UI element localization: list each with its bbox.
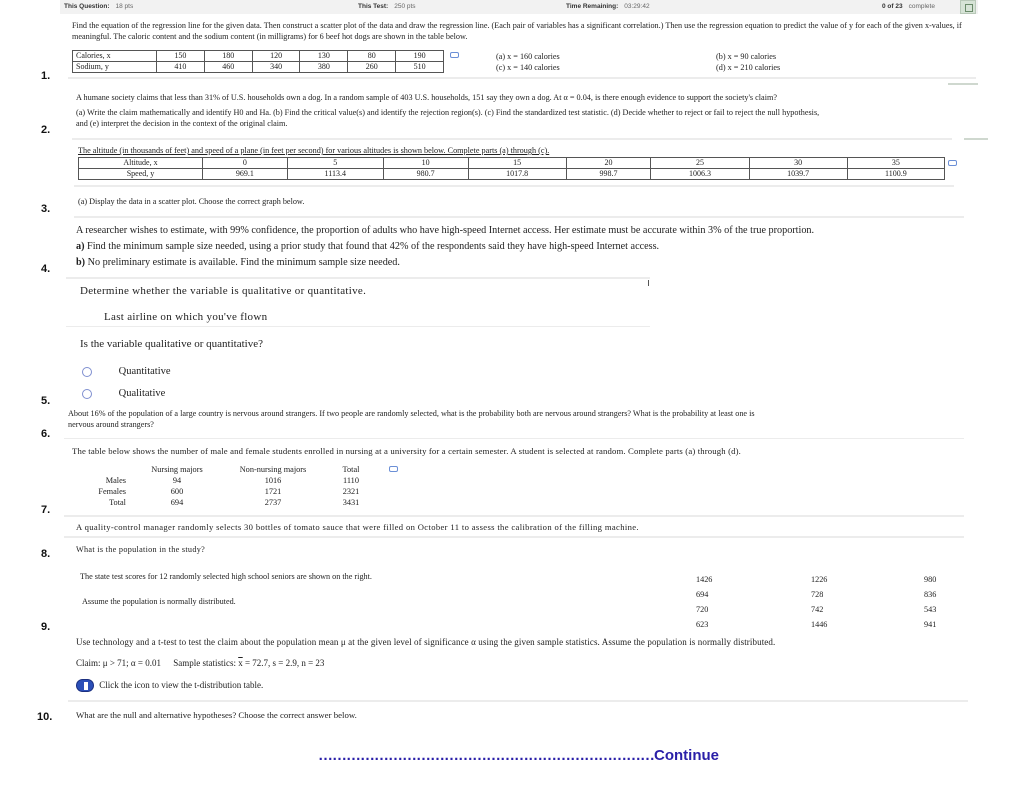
table-header-row: Nursing majors Non-nursing majors Total (72, 464, 408, 475)
q6-line2: nervous around strangers? (68, 420, 154, 429)
table-row: Speed, y 969.1 1113.4 980.7 1017.8 998.7 1006.3 1039.7 1100.9 (79, 169, 945, 180)
q2-line1: A humane society claims that less than 31% of U.S. households own a dog. In a random sample of 403 U.S. households, 151 say they own a dog. At α = 0.04, is there enough evidence to support the society's claim? (76, 93, 777, 102)
table-row: Females 600 1721 2321 (98, 487, 360, 496)
question-number-8: 8. (41, 548, 51, 560)
q1-part-b: (b) x = 90 calories (716, 52, 777, 61)
q1-part-a: (a) x = 160 calories (496, 52, 560, 61)
q4-part-a: a) Find the minimum sample size needed, using a prior study that found that 42% of the respondents said they have high-speed Internet access. (76, 241, 660, 252)
radio-button[interactable] (82, 367, 92, 377)
q9-scores-table (696, 572, 946, 632)
table-row: 694 728 836 (696, 590, 937, 599)
copy-table-icon[interactable] (450, 52, 459, 58)
divider (66, 326, 650, 327)
q1-part-c: (c) x = 140 calories (496, 63, 560, 72)
q1-prompt: Find the equation of the regression line for the given data. Then construct a scatter plot of the data and draw the regression line. (Each pair of variables has a significant correlation.) Then use the regression equation to predict the value of y for each of the given x-values, if meaningful. The caloric content and the sodium content (in milligrams) for 6 beef hot dogs are shown in the table below. (72, 21, 962, 41)
q4-part-b: b) No preliminary estimate is available. Find the minimum sample size needed. (76, 257, 400, 268)
question-points: This Question: 18 pts (64, 3, 134, 10)
q8-prompt: A quality-control manager randomly selects 30 bottles of tomato sauce that were filled on October 11 to assess the calibration of the filling machine. (76, 522, 639, 532)
divider (68, 700, 968, 702)
q5-variable: Last airline on which you've flown (104, 311, 268, 323)
progress-status: 0 of 23 complete (882, 3, 935, 10)
divider (74, 185, 954, 187)
q1-part-d: (d) x = 210 calories (716, 63, 781, 72)
q4-prompt: A researcher wishes to estimate, with 99% confidence, the proportion of adults who have high-speed Internet access. Her estimate must be accurate within 3% of the true proportion. (76, 225, 815, 236)
q1-data-table (72, 50, 444, 73)
copy-table-icon[interactable] (389, 466, 398, 472)
option-qualitative[interactable]: Qualitative (82, 388, 165, 399)
table-row: Altitude, x 0 5 10 15 20 25 30 35 (79, 158, 945, 169)
question-number-1: 1. (41, 70, 51, 82)
radio-button[interactable] (82, 389, 92, 399)
divider (964, 138, 988, 140)
q3-prompt: The altitude (in thousands of feet) and speed of a plane (in feet per second) for various altitudes is shown below. Complete parts (a) through (c). (78, 146, 550, 155)
q9-note: Assume the population is normally distributed. (82, 597, 236, 606)
book-icon[interactable] (76, 679, 94, 692)
option-quantitative[interactable]: Quantitative (82, 366, 171, 377)
table-row: 623 1446 941 (696, 620, 937, 629)
table-row: 1426 1226 980 (696, 575, 937, 584)
q3-data-table (78, 157, 945, 180)
question-number-4: 4. (41, 263, 51, 275)
test-points: This Test: 250 pts (358, 3, 416, 10)
question-number-5: 5. (41, 395, 51, 407)
divider (64, 536, 964, 538)
expand-window-icon[interactable] (960, 0, 976, 14)
divider (74, 216, 964, 218)
divider (64, 515, 964, 517)
question-number-2: 2. (41, 124, 51, 136)
q2-line2: (a) Write the claim mathematically and identify H0 and Ha. (b) Find the critical value(s) and identify the rejection region(s). (c) Find the standardized test statistic. (d) Decide whether to reject or fail to reject the null hypothesis, (76, 108, 820, 117)
table-row: 720 742 543 (696, 605, 937, 614)
question-number-3: 3. (41, 203, 51, 215)
test-header-bar (60, 0, 978, 14)
q8-question: What is the population in the study? (76, 545, 206, 554)
table-row: Males 94 1016 1110 (105, 476, 359, 485)
divider (66, 277, 650, 279)
cursor-mark (648, 280, 649, 286)
q10-question: What are the null and alternative hypotheses? Choose the correct answer below. (76, 710, 357, 720)
question-number-9: 9. (41, 621, 51, 633)
divider (72, 138, 952, 140)
question-number-6: 6. (41, 428, 51, 440)
divider (64, 438, 964, 439)
q7-prompt: The table below shows the number of male and female students enrolled in nursing at a university for a certain semester. A student is selected at random. Complete parts (a) through (d). (72, 446, 741, 456)
q10-prompt: Use technology and a t-test to test the claim about the population mean μ at the given level of significance α using the given sample statistics. Assume the population is normally distributed. (76, 637, 776, 647)
divider (948, 83, 978, 85)
copy-table-icon[interactable] (948, 160, 957, 166)
q5-question: Is the variable qualitative or quantitative? (80, 338, 263, 350)
q7-data-table (72, 464, 408, 508)
q2-line3: and (e) interpret the decision in the context of the original claim. (76, 119, 288, 128)
table-row: Calories, x 150 180 120 130 80 190 (73, 51, 444, 62)
question-number-10: 10. (37, 711, 53, 723)
table-row: Total 694 2737 3431 (109, 498, 360, 507)
q9-prompt: The state test scores for 12 randomly selected high school seniors are shown on the right. (80, 572, 372, 581)
q6-line1: About 16% of the population of a large country is nervous around strangers. If two people are randomly selected, what is the probability both are nervous around strangers? What is the probability at least one is (68, 409, 755, 418)
time-remaining: Time Remaining: 03:29:42 (566, 3, 650, 10)
continue-link[interactable]: ………………………………………………………………Continue (318, 747, 719, 764)
divider (68, 77, 976, 79)
q10-claim: Claim: μ > 71; α = 0.01 Sample statistics: $\overline{x} = 72.7$, s = 2.9, n = 23 (76, 658, 325, 668)
t-table-link[interactable]: Click the icon to view the t-distribution table. (76, 679, 263, 692)
table-row: Sodium, y 410 460 340 380 260 510 (73, 62, 444, 73)
question-number-7: 7. (41, 504, 51, 516)
q3-part-a: (a) Display the data in a scatter plot. Choose the correct graph below. (78, 197, 305, 206)
q5-prompt: Determine whether the variable is qualitative or quantitative. (80, 285, 367, 297)
